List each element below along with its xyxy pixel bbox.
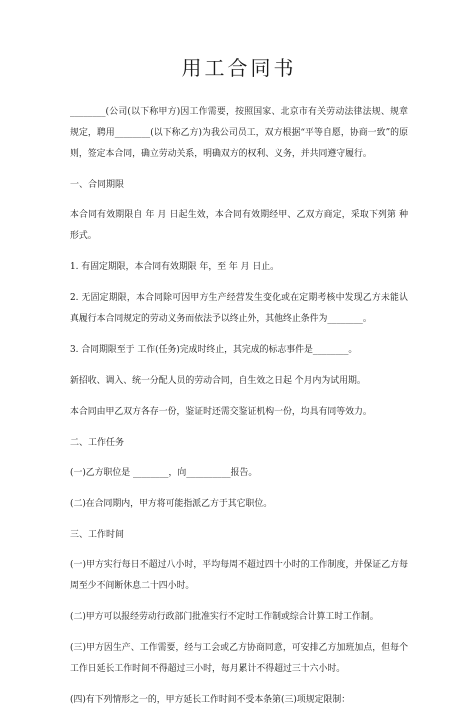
section-heading-tasks: 二、工作任务	[70, 438, 125, 448]
document-title: 用工合同书	[181, 56, 297, 80]
term-paragraph-1: 本合同有效期限自 年 月 日起生效，本合同有效期经甲、乙双方商定，采取下列第 种形式。	[70, 210, 408, 241]
tasks-paragraph-1: (一)乙方职位是 ________，向__________报告。	[70, 468, 258, 478]
term-paragraph-4: 3. 合同期限至于 工作(任务)完成时终止，其完成的标志事件是________。	[70, 345, 358, 355]
intro-paragraph: ________(公司(以下称甲方)因工作需要，按照国家、北京市有关劳动法律法规、规章规定，聘用________(以下称乙方)为我公司员工，双方根据“平等自愿，协商一致”的原则，签定本合同，确立劳动关系，明确双方的权利、义务，并共同遵守履行。	[70, 107, 408, 159]
hours-paragraph-3: (三)甲方因生产、工作需要，经与工会或乙方协商同意，可安排乙方加班加点，但每个工作日延长工作时间不得超过三小时，每月累计不得超过三十六小时。	[70, 643, 408, 674]
section-heading-term: 一、合同期限	[70, 180, 125, 190]
term-paragraph-5: 新招收、调入、统一分配人员的劳动合同，自生效之日起 个月内为试用期。	[70, 376, 366, 386]
term-paragraph-6: 本合同由甲乙双方各存一份，鉴证时还需交鉴证机构一份，均具有同等效力。	[70, 407, 372, 417]
section-heading-hours: 三、工作时间	[70, 530, 125, 540]
tasks-paragraph-2: (二)在合同期内，甲方将可能指派乙方于其它职位。	[70, 499, 273, 509]
hours-paragraph-1: (一)甲方实行每日不超过八小时，平均每周不超过四十小时的工作制度，并保证乙方每周至少不间断休息二十四小时。	[70, 560, 408, 591]
hours-paragraph-2: (二)甲方可以报经劳动行政部门批准实行不定时工作制或综合计算工时工作制。	[70, 612, 379, 622]
hours-paragraph-4: (四)有下列情形之一的，甲方延长工作时间不受本条第(三)项规定限制：	[70, 695, 351, 705]
term-paragraph-3: 2. 无固定期限，本合同除可因甲方生产经营发生变化或在定期考核中发现乙方未能认真履行本合同规定的劳动义务而依法予以终止外，其他终止条件为________。	[70, 293, 408, 324]
term-paragraph-2: 1. 有固定期限，本合同有效期限 年，至 年 月 日止。	[70, 262, 279, 272]
